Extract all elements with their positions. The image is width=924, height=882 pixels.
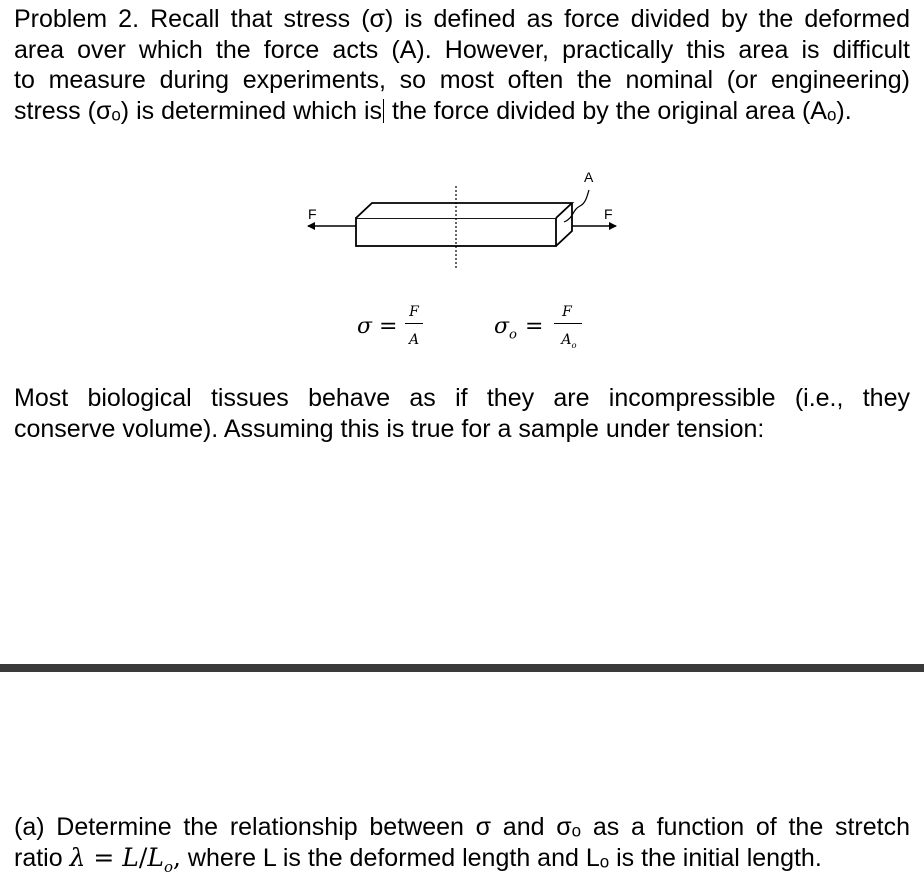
right-force-label: F <box>604 206 613 222</box>
math-L: L <box>122 843 139 872</box>
stress-numerator: F <box>406 305 422 319</box>
problem-line-4 <box>14 96 910 127</box>
math-slash: / <box>139 843 147 872</box>
section-divider <box>0 664 924 672</box>
problem-line-4-start: stress (σₒ) is determined which is <box>14 97 382 125</box>
math-Lo-sub: o <box>164 858 173 876</box>
part-a-line-1: (a) Determine the relationship between σ and σₒ as a function of the stretch <box>14 812 910 843</box>
nominal-numerator: F <box>556 305 578 319</box>
part-a-line-2-rest: where L is the deformed length and Lₒ is the initial length. <box>181 844 822 872</box>
problem-line-4-end: the force divided by the original area (Aₒ). <box>385 97 852 125</box>
part-a-ratio-word: ratio <box>14 844 70 872</box>
nominal-sigma: σ <box>494 314 509 339</box>
nominal-den-sub: o <box>572 340 577 350</box>
math-Lo: L <box>147 843 164 872</box>
left-force-label: F <box>308 206 317 222</box>
problem-line-3: to measure during experiments, so most often the nominal (or engineering) <box>14 65 910 96</box>
problem-line-2: area over which the force acts (A). However, practically this area is difficult <box>14 35 910 66</box>
stress-fraction-bar <box>405 323 423 324</box>
nominal-sigma-sub: o <box>509 327 517 342</box>
stress-lhs: σ = <box>357 316 397 338</box>
tissue-line-1: Most biological tissues behave as if they are incompressible (i.e., they <box>14 383 910 414</box>
nominal-fraction-bar <box>554 323 582 324</box>
tissue-statement <box>14 383 910 444</box>
bar-top-face <box>356 203 572 218</box>
tissue-line-2: conserve volume). Assuming this is true for a sample under tension: <box>14 414 910 445</box>
nominal-denominator <box>555 333 583 349</box>
nominal-lhs <box>494 316 543 342</box>
nominal-den-A: A <box>561 332 571 348</box>
lambda-symbol: λ <box>70 843 86 872</box>
area-label: A <box>584 169 594 185</box>
text-cursor <box>383 99 384 123</box>
stress-denominator: A <box>406 333 422 347</box>
tension-bar-diagram <box>290 160 630 280</box>
lambda-equals: = <box>85 843 122 872</box>
part-a-line-2 <box>14 843 910 882</box>
problem-statement <box>14 4 910 126</box>
problem-line-1: Problem 2. Recall that stress (σ) is defined as force divided by the deformed <box>14 4 910 35</box>
nominal-equals: = <box>525 314 543 339</box>
math-comma: , <box>173 843 181 872</box>
part-a-question <box>14 812 910 882</box>
